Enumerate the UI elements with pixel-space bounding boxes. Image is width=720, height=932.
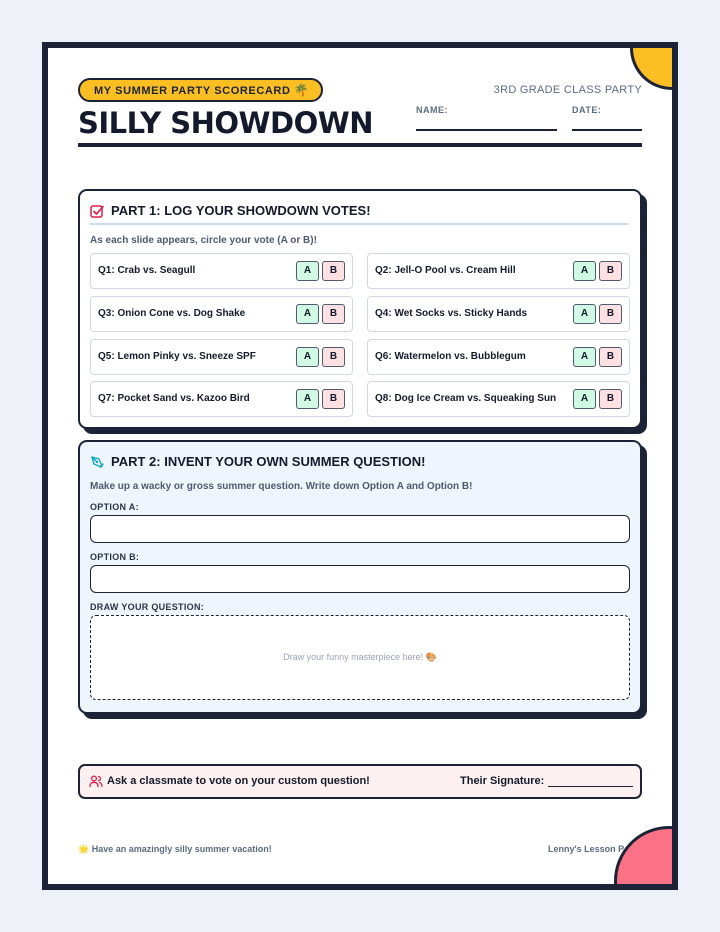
- question-text: Q3: Onion Cone vs. Dog Shake: [98, 308, 246, 319]
- part2-instructions: Make up a wacky or gross summer question. Write down Option A and Option B!: [90, 481, 473, 492]
- question-row: [90, 296, 353, 332]
- vote-b-button[interactable]: B: [322, 389, 345, 409]
- classmate-vote-card: [78, 764, 642, 799]
- date-label: DATE:: [572, 105, 602, 115]
- question-row: [90, 339, 353, 375]
- question-text: Q7: Pocket Sand vs. Kazoo Bird: [98, 393, 250, 404]
- vote-a-button[interactable]: A: [296, 347, 319, 367]
- date-field[interactable]: [572, 129, 642, 131]
- scorecard-page: [42, 42, 678, 890]
- vote-a-button[interactable]: A: [296, 261, 319, 281]
- vote-a-button[interactable]: A: [296, 304, 319, 324]
- name-label: NAME:: [416, 105, 448, 115]
- signature-label: Their Signature:: [460, 775, 545, 787]
- vote-b-button[interactable]: B: [599, 389, 622, 409]
- page-title: SILLY SHOWDOWN: [78, 106, 373, 140]
- vote-a-button[interactable]: A: [573, 261, 596, 281]
- question-row: [367, 296, 630, 332]
- question-grid: [90, 253, 630, 417]
- question-row: [367, 339, 630, 375]
- vote-b-button[interactable]: B: [599, 261, 622, 281]
- option-b-label: OPTION B:: [90, 552, 140, 562]
- scorecard-badge: [78, 78, 323, 102]
- vote-b-button[interactable]: B: [322, 347, 345, 367]
- vote-b-button[interactable]: B: [599, 304, 622, 324]
- checkbox-icon: [90, 204, 104, 218]
- option-b-field[interactable]: [90, 565, 630, 593]
- pen-icon: [90, 455, 104, 469]
- header-divider: [78, 143, 642, 147]
- signature-field[interactable]: [548, 786, 633, 787]
- question-text: Q4: Wet Socks vs. Sticky Hands: [375, 308, 528, 319]
- palm-tree-icon: 🌴: [293, 83, 310, 97]
- vote-a-button[interactable]: A: [573, 304, 596, 324]
- drawing-area[interactable]: [90, 615, 630, 700]
- part1-instructions: As each slide appears, circle your vote (A or B)!: [90, 235, 317, 246]
- corner-circle-decoration: [630, 42, 678, 90]
- class-name: 3RD GRADE CLASS PARTY: [493, 84, 642, 96]
- part1-title: PART 1: LOG YOUR SHOWDOWN VOTES!: [111, 203, 371, 218]
- vote-b-button[interactable]: B: [599, 347, 622, 367]
- option-a-label: OPTION A:: [90, 502, 139, 512]
- drawing-placeholder: Draw your funny masterpiece here! 🎨: [283, 652, 437, 662]
- question-row: [367, 381, 630, 417]
- users-icon: [89, 774, 103, 788]
- classmate-vote-text: Ask a classmate to vote on your custom question!: [107, 775, 370, 787]
- corner-circle-decoration: [614, 826, 678, 890]
- vote-a-button[interactable]: A: [296, 389, 319, 409]
- question-text: Q1: Crab vs. Seagull: [98, 265, 196, 276]
- credit-text: Lenny's Lesson P: [548, 844, 625, 854]
- question-text: Q5: Lemon Pinky vs. Sneeze SPF: [98, 351, 256, 362]
- vote-a-button[interactable]: A: [573, 347, 596, 367]
- part1-header: [90, 203, 628, 225]
- vote-b-button[interactable]: B: [322, 261, 345, 281]
- vote-a-button[interactable]: A: [573, 389, 596, 409]
- question-text: Q2: Jell-O Pool vs. Cream Hill: [375, 265, 516, 276]
- part2-header: [90, 454, 628, 476]
- part2-title: PART 2: INVENT YOUR OWN SUMMER QUESTION!: [111, 454, 426, 469]
- draw-label: DRAW YOUR QUESTION:: [90, 602, 205, 612]
- question-row: [90, 381, 353, 417]
- badge-text: MY SUMMER PARTY SCORECARD: [94, 85, 291, 97]
- question-row: [367, 253, 630, 289]
- farewell-message: 🌟 Have an amazingly silly summer vacation!: [78, 844, 272, 854]
- question-text: Q8: Dog Ice Cream vs. Squeaking Sun: [375, 393, 557, 404]
- vote-b-button[interactable]: B: [322, 304, 345, 324]
- name-field[interactable]: [416, 129, 557, 131]
- question-row: [90, 253, 353, 289]
- part2-card: [78, 440, 642, 714]
- option-a-field[interactable]: [90, 515, 630, 543]
- part1-card: [78, 189, 642, 429]
- question-text: Q6: Watermelon vs. Bubblegum: [375, 351, 526, 362]
